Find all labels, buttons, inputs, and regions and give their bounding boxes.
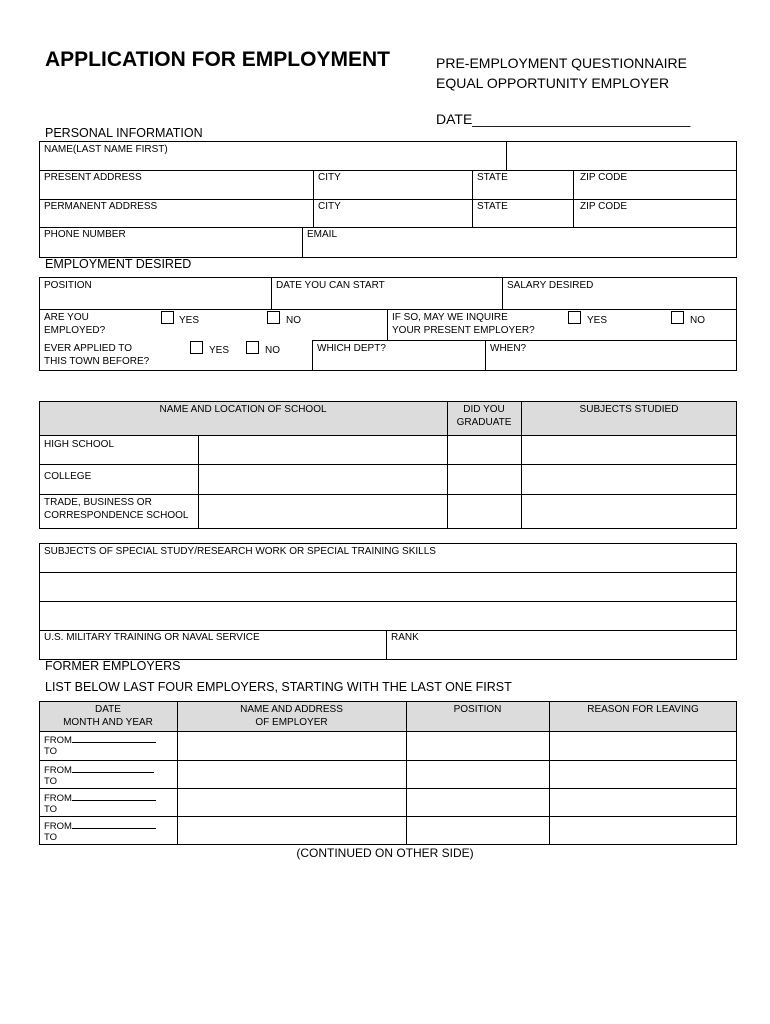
present-state-field[interactable]: STATE bbox=[477, 172, 508, 183]
form-title: APPLICATION FOR EMPLOYMENT bbox=[45, 48, 390, 71]
which-dept-field[interactable]: WHICH DEPT? bbox=[317, 343, 386, 354]
employed-yes-checkbox[interactable] bbox=[161, 311, 174, 324]
present-zip-field[interactable]: ZIP CODE bbox=[580, 172, 628, 183]
present-city-field[interactable]: CITY bbox=[318, 172, 341, 183]
are-you-employed-label: ARE YOU EMPLOYED? bbox=[44, 312, 106, 336]
employment-desired-heading: EMPLOYMENT DESIRED bbox=[45, 257, 192, 271]
former-employers-heading: FORMER EMPLOYERS bbox=[45, 659, 181, 673]
employer-column-header: NAME AND ADDRESS OF EMPLOYER bbox=[240, 704, 343, 728]
employed-no-checkbox[interactable] bbox=[267, 311, 280, 324]
position-column-header: POSITION bbox=[453, 704, 502, 715]
graduate-column-header: DID YOU GRADUATE bbox=[456, 404, 512, 428]
continued-note: (CONTINUED ON OTHER SIDE) bbox=[296, 846, 474, 860]
rank-field[interactable]: RANK bbox=[391, 632, 419, 643]
college-row: COLLEGE bbox=[44, 471, 92, 482]
subjects-column-header: SUBJECTS STUDIED bbox=[579, 404, 679, 415]
applied-no-label: NO bbox=[265, 345, 280, 356]
personal-info-heading: PERSONAL INFORMATION bbox=[45, 126, 203, 140]
applied-yes-label: YES bbox=[209, 345, 230, 356]
employed-no-label: NO bbox=[286, 315, 301, 326]
date-start-field[interactable]: DATE YOU CAN START bbox=[276, 280, 385, 291]
present-address-field[interactable]: PRESENT ADDRESS bbox=[44, 172, 142, 183]
phone-field[interactable]: PHONE NUMBER bbox=[44, 229, 126, 240]
questionnaire-subtitle: PRE-EMPLOYMENT QUESTIONNAIRE bbox=[436, 55, 688, 71]
applied-before-label: EVER APPLIED TO THIS TOWN BEFORE? bbox=[44, 343, 150, 367]
name-field[interactable]: NAME(LAST NAME FIRST) bbox=[44, 144, 168, 155]
employer-row-3-dates[interactable]: FROM TO bbox=[44, 793, 156, 815]
inquire-yes-checkbox[interactable] bbox=[568, 311, 581, 324]
permanent-address-field[interactable]: PERMANENT ADDRESS bbox=[44, 201, 158, 212]
employed-yes-label: YES bbox=[179, 315, 200, 326]
school-column-header: NAME AND LOCATION OF SCHOOL bbox=[159, 404, 327, 415]
when-field[interactable]: WHEN? bbox=[490, 343, 527, 354]
date-field[interactable]: DATE____________________________ bbox=[436, 111, 691, 127]
special-study-field[interactable]: SUBJECTS OF SPECIAL STUDY/RESEARCH WORK OR SPECIAL TRAINING SKILLS bbox=[44, 546, 436, 557]
applied-yes-checkbox[interactable] bbox=[190, 341, 203, 354]
email-field[interactable]: EMAIL bbox=[307, 229, 338, 240]
eeo-subtitle: EQUAL OPPORTUNITY EMPLOYER bbox=[436, 75, 670, 91]
salary-field[interactable]: SALARY DESIRED bbox=[507, 280, 594, 291]
employer-row-2-dates[interactable]: FROM TO bbox=[44, 765, 154, 787]
permanent-state-field[interactable]: STATE bbox=[477, 201, 508, 212]
applied-no-checkbox[interactable] bbox=[246, 341, 259, 354]
inquire-no-label: NO bbox=[690, 315, 705, 326]
inquire-no-checkbox[interactable] bbox=[671, 311, 684, 324]
employer-row-4-dates[interactable]: FROM TO bbox=[44, 821, 156, 843]
inquire-yes-label: YES bbox=[587, 315, 608, 326]
military-field[interactable]: U.S. MILITARY TRAINING OR NAVAL SERVICE bbox=[44, 632, 260, 643]
permanent-zip-field[interactable]: ZIP CODE bbox=[580, 201, 628, 212]
employer-row-1-dates[interactable]: FROM TO bbox=[44, 735, 156, 757]
permanent-city-field[interactable]: CITY bbox=[318, 201, 341, 212]
former-employers-instructions: LIST BELOW LAST FOUR EMPLOYERS, STARTING WITH THE LAST ONE FIRST bbox=[45, 680, 512, 694]
trade-school-row: TRADE, BUSINESS OR CORRESPONDENCE SCHOOL bbox=[44, 497, 189, 521]
high-school-row: HIGH SCHOOL bbox=[44, 439, 115, 450]
position-field[interactable]: POSITION bbox=[44, 280, 92, 291]
may-we-inquire-label: IF SO, MAY WE INQUIRE YOUR PRESENT EMPLOYER? bbox=[392, 312, 535, 336]
date-column-header: DATE MONTH AND YEAR bbox=[63, 704, 153, 728]
reason-column-header: REASON FOR LEAVING bbox=[587, 704, 699, 715]
